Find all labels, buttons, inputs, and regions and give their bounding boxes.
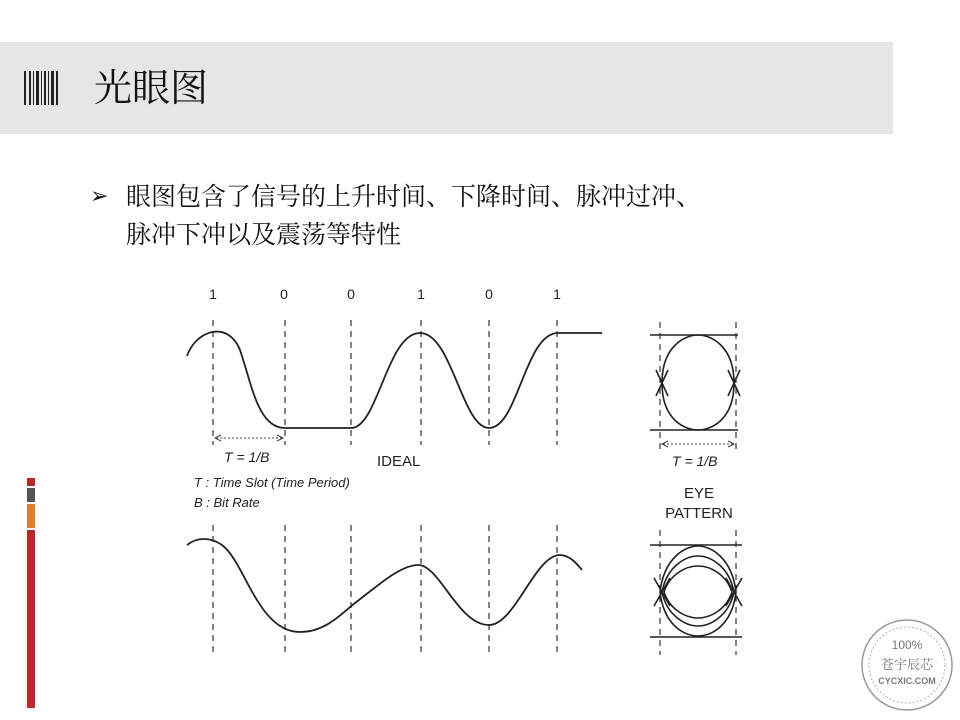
period-arrow — [215, 435, 283, 441]
eye-label-line-2: PATTERN — [665, 505, 733, 522]
bit-label: 0 — [485, 286, 493, 302]
bit-label: 0 — [347, 286, 355, 302]
watermark-site: CYCXIC.COM — [878, 676, 936, 686]
ideal-label: IDEAL — [377, 453, 421, 470]
ideal-waveform — [187, 332, 602, 428]
bullet-text-line-2: 脉冲下冲以及震荡等特性 — [126, 220, 402, 249]
legend-bit-rate: B : Bit Rate — [194, 495, 260, 510]
eye-period-arrow — [662, 441, 734, 447]
bit-label: 0 — [280, 286, 288, 302]
watermark-name: 苍宇辰芯 — [880, 658, 934, 673]
arrow-bullet-icon: ➢ — [90, 184, 109, 209]
eye-pattern-ideal — [650, 335, 740, 430]
bit-label: 1 — [553, 286, 561, 302]
watermark-logo — [860, 618, 954, 712]
legend-time-slot: T : Time Slot (Time Period) — [194, 475, 350, 490]
eye-pattern-real — [650, 545, 742, 637]
bullet-text-line-1: 眼图包含了信号的上升时间、下降时间、脉冲过冲、 — [126, 182, 702, 211]
slide-title: 光眼图 — [94, 66, 209, 110]
watermark-percent: 100% — [891, 638, 923, 652]
real-waveform — [187, 539, 582, 632]
period-label: T = 1/B — [224, 449, 270, 465]
eye-period-label: T = 1/B — [672, 453, 718, 469]
bit-label: 1 — [417, 286, 425, 302]
eye-label-line-1: EYE — [683, 485, 715, 502]
bit-label: 1 — [209, 286, 217, 302]
